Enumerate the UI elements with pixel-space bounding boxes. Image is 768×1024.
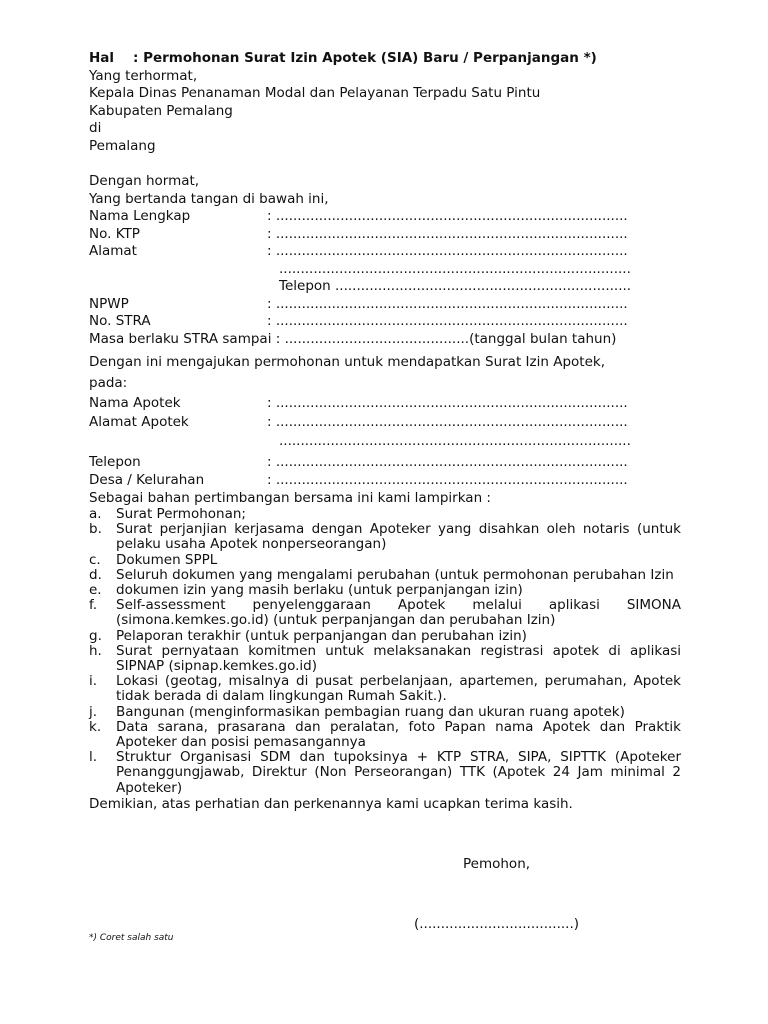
field-desa-kelurahan bbox=[89, 472, 681, 490]
field-label: Telepon bbox=[89, 454, 141, 470]
field-dots: : .................................................................................. bbox=[267, 395, 628, 411]
list-item: a. Surat Permohonan; bbox=[89, 506, 246, 522]
list-item: c. Dokumen SPPL bbox=[89, 551, 218, 568]
greeting: Dengan hormat, bbox=[89, 173, 200, 189]
field-label: NPWP bbox=[89, 295, 129, 312]
list-item: l. Struktur Organisasi SDM dan tupoksinya + KTP STRA, SIPA, SIPTTK (Apoteker Penanggungjawab, Direktur (Non Perseorangan) TTK (Apotek 24 Jam minimal 2 Apoteker) bbox=[89, 749, 681, 796]
attachments-intro: Sebagai bahan pertimbangan bersama ini kami lampirkan : bbox=[89, 489, 491, 506]
subject-text: : Permohonan Surat Izin Apotek (SIA) Baru / Perpanjangan *) bbox=[133, 50, 597, 66]
field-dots: : .................................................................................. bbox=[267, 208, 628, 224]
request-line: pada: bbox=[89, 375, 128, 391]
signature-label: Pemohon, bbox=[463, 856, 531, 872]
list-item: f. Self-assessment penyelenggaraan Apotek melalui aplikasi SIMONA (simona.kemkes.go.id) (untuk perpanjangan dan perubahan Izin) bbox=[89, 597, 681, 629]
recipient-line: Kabupaten Pemalang bbox=[89, 102, 233, 119]
field-dots: : .................................................................................. bbox=[267, 313, 628, 329]
list-item: j. Bangunan (menginformasikan pembagian ruang dan ukuran ruang apotek) bbox=[89, 703, 625, 720]
letter-body bbox=[89, 50, 681, 813]
field-alamat-continuation: .................................................................................. bbox=[279, 260, 631, 277]
field-dots: : .................................................................................. bbox=[267, 225, 628, 242]
footnote: *) Coret salah satu bbox=[89, 933, 174, 943]
field-dots: : .................................................................................. bbox=[267, 243, 628, 259]
list-item: e. dokumen izin yang masih berlaku (untuk perpanjangan izin) bbox=[89, 582, 523, 599]
list-item: k. Data sarana, prasarana dan peralatan, foto Papan nama Apotek dan Praktik Apoteker dan posisi pemasangannya bbox=[89, 718, 681, 751]
field-npwp bbox=[89, 296, 681, 314]
field-label: Nama Lengkap bbox=[89, 208, 191, 224]
list-item: b. Surat perjanjian kerjasama dengan Apoteker yang disahkan oleh notaris (untuk pelaku usaha Apotek nonperseorangan) bbox=[89, 521, 681, 553]
field-label: Desa / Kelurahan bbox=[89, 472, 205, 488]
field-alamat bbox=[89, 243, 681, 261]
field-telepon-applicant: Telepon ..................................................................... bbox=[279, 278, 632, 294]
field-masa-berlaku-stra: Masa berlaku STRA sampai : ...........................................(tanggal bulan tahun) bbox=[89, 330, 617, 347]
field-dots: : .................................................................................. bbox=[267, 472, 628, 488]
subject-label: Hal bbox=[89, 50, 115, 66]
field-telepon-apotek bbox=[89, 453, 681, 472]
recipient-line: Yang terhormat, bbox=[89, 67, 198, 84]
closing-line: Demikian, atas perhatian dan perkenannya kami ucapkan terima kasih. bbox=[89, 795, 573, 812]
list-item: d. Seluruh dokumen yang mengalami perubahan (untuk permohonan perubahan Izin bbox=[89, 566, 674, 583]
recipient-line: Kepala Dinas Penanaman Modal dan Pelayanan Terpadu Satu Pintu bbox=[89, 85, 541, 101]
field-dots: : .................................................................................. bbox=[267, 454, 628, 470]
signature-name-placeholder: (....................................) bbox=[414, 916, 580, 932]
request-line: Dengan ini mengajukan permohonan untuk mendapatkan Surat Izin Apotek, bbox=[89, 354, 605, 370]
field-label: No. STRA bbox=[89, 313, 151, 329]
field-label: Alamat bbox=[89, 243, 137, 259]
field-label: No. KTP bbox=[89, 225, 140, 242]
list-item: g. Pelaporan terakhir (untuk perpanjangan dan perubahan izin) bbox=[89, 627, 527, 644]
recipient-line: di bbox=[89, 120, 102, 136]
field-no-stra bbox=[89, 313, 681, 331]
field-alamat-apotek-continuation: .................................................................................. bbox=[279, 433, 631, 449]
field-label: Nama Apotek bbox=[89, 395, 181, 411]
field-nama-apotek bbox=[89, 394, 681, 413]
field-label: Alamat Apotek bbox=[89, 414, 189, 430]
field-no-ktp bbox=[89, 226, 681, 244]
field-dots: : .................................................................................. bbox=[267, 295, 628, 312]
intro-line: Yang bertanda tangan di bawah ini, bbox=[89, 190, 329, 207]
field-dots: : .................................................................................. bbox=[267, 414, 628, 430]
subject-line bbox=[89, 50, 681, 68]
list-item: h. Surat pernyataan komitmen untuk melaksanakan registrasi apotek di aplikasi SIPNAP (sipnap.kemkes.go.id) bbox=[89, 642, 681, 675]
field-alamat-apotek bbox=[89, 413, 681, 432]
list-item: i. Lokasi (geotag, misalnya di pusat perbelanjaan, apartemen, perumahan, Apotek tidak berada di dalam lingkungan Rumah Sakit.). bbox=[89, 673, 681, 705]
recipient-line: Pemalang bbox=[89, 137, 156, 154]
attachments-list bbox=[89, 507, 681, 796]
field-nama-lengkap bbox=[89, 208, 681, 226]
